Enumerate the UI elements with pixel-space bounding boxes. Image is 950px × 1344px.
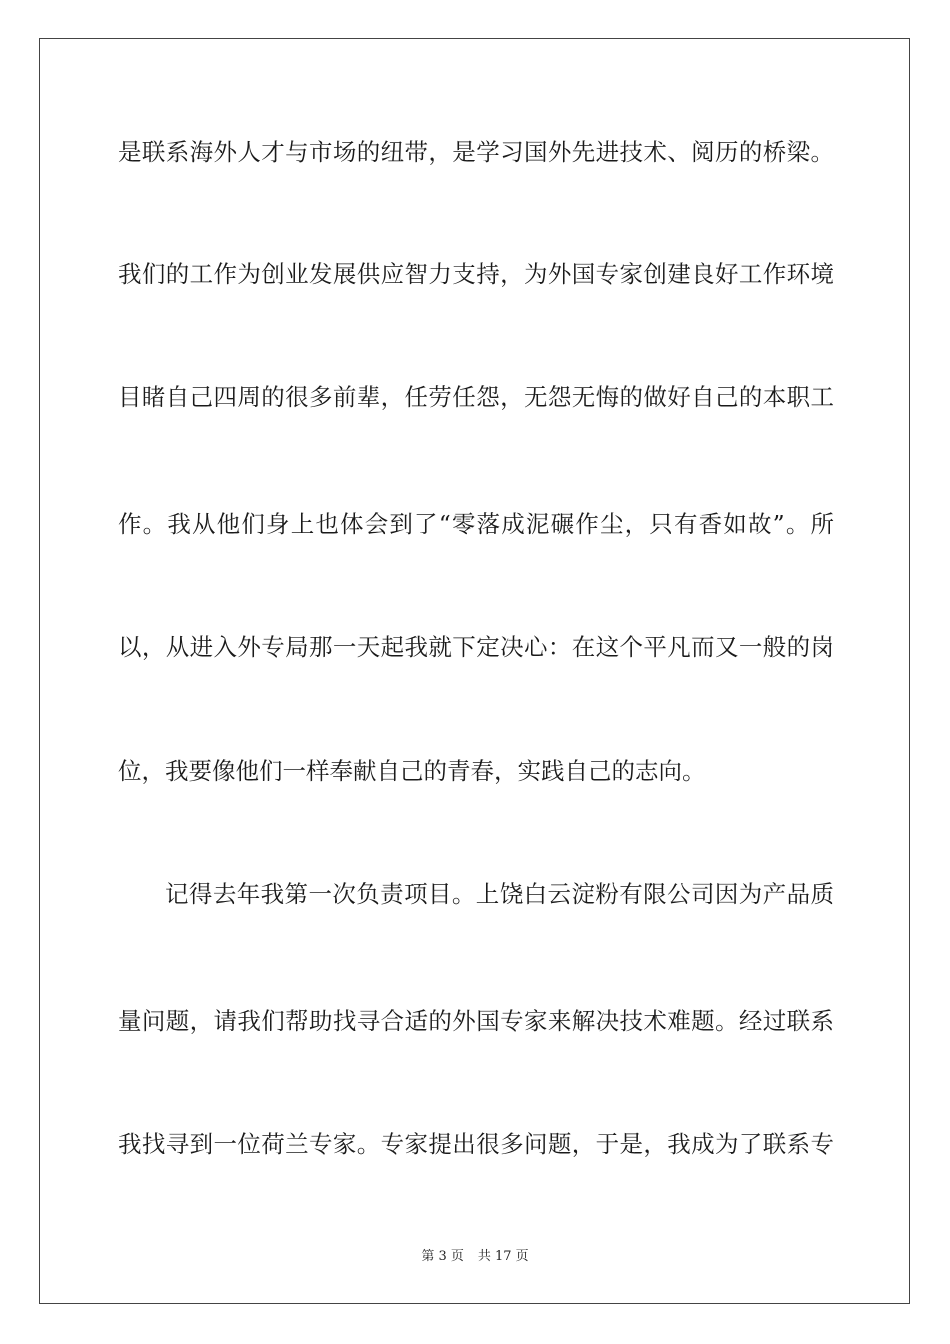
page-number: 第 3 页 <box>421 1249 464 1264</box>
page-footer <box>0 1249 950 1265</box>
page-total: 共 17 页 <box>477 1249 529 1264</box>
text-line-2: 我们的工作为创业发展供应智力支持，为外国专家创建良好工作环境 <box>118 260 834 288</box>
text-line-4: 作。我从他们身上也体会到了“零落成泥碾作尘，只有香如故”。所 <box>118 510 834 538</box>
text-line-8: 量问题，请我们帮助找寻合适的外国专家来解决技术难题。经过联系 <box>118 1007 834 1035</box>
text-line-5: 以，从进入外专局那一天起我就下定决心：在这个平凡而又一般的岗 <box>118 633 834 661</box>
text-line-3: 目睹自己四周的很多前辈，任劳任怨，无怨无悔的做好自己的本职工 <box>118 383 834 411</box>
page-border <box>39 38 910 1304</box>
text-line-7: 记得去年我第一次负责项目。上饶白云淀粉有限公司因为产品质 <box>165 880 834 908</box>
text-line-1: 是联系海外人才与市场的纽带，是学习国外先进技术、阅历的桥梁。 <box>118 138 834 166</box>
text-line-9: 我找寻到一位荷兰专家。专家提出很多问题，于是，我成为了联系专 <box>118 1130 834 1158</box>
text-line-6: 位，我要像他们一样奉献自己的青春，实践自己的志向。 <box>118 757 706 785</box>
